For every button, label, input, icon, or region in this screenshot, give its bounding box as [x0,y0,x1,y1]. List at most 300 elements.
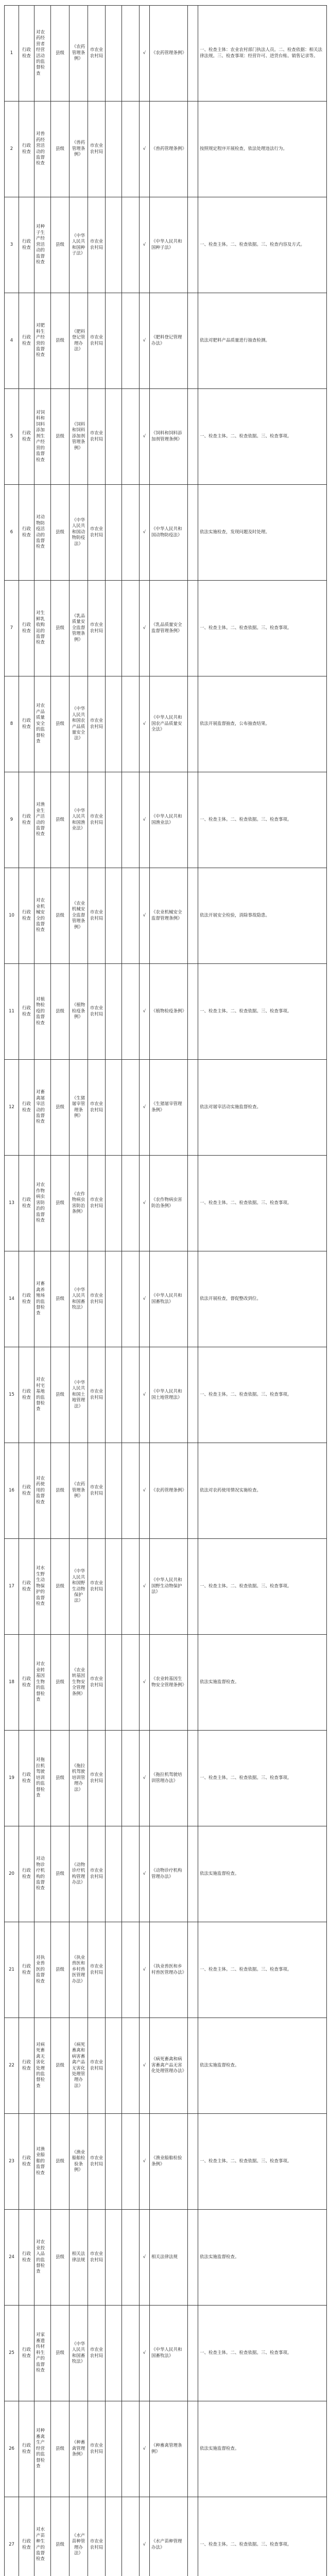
item-department: 市农业农村局 [88,197,106,293]
item-basis: 相关法律法规 [70,2210,88,2306]
item-basis: 《拖拉机驾驶培训管理办法》 [70,1731,88,1826]
table-row [5,485,327,581]
item-department: 市农业农村局 [88,389,106,485]
row-number: 12 [5,1060,19,1156]
item-rule: 一、检查主体：农业农村部门执法人员。二、检查依据：相关法律法规。三、检查事项：经营许可、进货台账、销售记录等。 [198,6,327,101]
item-rule: 依法对肥料产品质量进行抽查检测。 [198,293,327,389]
item-category [106,2497,122,2576]
item-flag: √ [140,1922,150,2018]
item-basis-detail: 《农药管理条例》 [150,6,188,101]
item-basis-detail: 《中华人民共和国畜牧法》 [150,1251,188,1347]
item-name: 对动物诊疗机构的监督检查 [34,1826,51,1922]
row-number: 21 [5,1922,19,2018]
item-flag: √ [140,772,150,868]
item-flag: √ [140,1731,150,1826]
table-row [5,1635,327,1731]
item-rule: 依法实施监督检查。 [198,1826,327,1922]
item-basis-detail: 《生猪屠宰管理条例》 [150,1060,188,1156]
item-level: 县级 [51,485,70,581]
item-flag: √ [140,868,150,964]
item-department: 市农业农村局 [88,676,106,772]
row-number: 24 [5,2210,19,2306]
item-extra [122,2497,140,2576]
item-flag-2 [188,1347,198,1443]
item-department: 市农业农村局 [88,2018,106,2114]
item-rule: 依法实施监督检查。 [198,1635,327,1731]
item-rule: 一、检查主体。二、检查依据。三、检查事项。 [198,772,327,868]
row-number: 22 [5,2018,19,2114]
row-number: 16 [5,1443,19,1539]
item-department: 市农业农村局 [88,485,106,581]
item-name: 对种子生产经营活动的监督检查 [34,197,51,293]
item-flag-2 [188,2018,198,2114]
item-basis: 《农业转基因生物安全管理条例》 [70,1635,88,1731]
item-category [106,1443,122,1539]
item-name: 对生鲜乳收购站的监督检查 [34,581,51,676]
item-name: 对畜禽屠宰活动的监督检查 [34,1060,51,1156]
row-number: 10 [5,868,19,964]
item-type: 行政检查 [19,2114,34,2210]
row-number: 6 [5,485,19,581]
item-category [106,2401,122,2497]
item-category [106,101,122,197]
item-basis: 《种畜禽管理条例》 [70,2401,88,2497]
item-basis: 《水产苗种管理办法》 [70,2497,88,2576]
table-row [5,772,327,868]
item-department: 市农业农村局 [88,1539,106,1635]
item-level: 县级 [51,581,70,676]
item-extra [122,1922,140,2018]
item-type: 行政检查 [19,2401,34,2497]
item-basis-detail: 《种畜禽管理条例》 [150,2401,188,2497]
row-number: 15 [5,1347,19,1443]
item-basis: 《动物诊疗机构管理办法》 [70,1826,88,1922]
item-level: 县级 [51,2018,70,2114]
item-type: 行政检查 [19,1060,34,1156]
row-number: 3 [5,197,19,293]
item-type: 行政检查 [19,1251,34,1347]
table-row [5,6,327,101]
item-type: 行政检查 [19,868,34,964]
item-category [106,1347,122,1443]
item-rule: 一、检查主体。二、检查依据。三、检查事项。 [198,1731,327,1826]
item-extra [122,1826,140,1922]
item-type: 行政检查 [19,1347,34,1443]
table-row [5,1731,327,1826]
item-level: 县级 [51,2210,70,2306]
item-department: 市农业农村局 [88,293,106,389]
item-level: 县级 [51,389,70,485]
item-flag: √ [140,1539,150,1635]
item-category [106,1826,122,1922]
item-flag: √ [140,2401,150,2497]
item-flag: √ [140,2018,150,2114]
item-type: 行政检查 [19,2497,34,2576]
item-basis: 《中华人民共和国土地管理法》 [70,1347,88,1443]
item-basis: 《中华人民共和国野生动物保护法》 [70,1539,88,1635]
table-row [5,1826,327,1922]
item-flag: √ [140,1251,150,1347]
item-name: 对渔业生产活动的监督检查 [34,772,51,868]
item-name: 对农村宅基地的监督检查 [34,1347,51,1443]
item-extra [122,6,140,101]
row-number: 25 [5,2306,19,2401]
item-extra [122,1731,140,1826]
item-name: 对家畜遗传材料生产的监督检查 [34,2306,51,2401]
item-type: 行政检查 [19,2306,34,2401]
item-department: 市农业农村局 [88,101,106,197]
item-name: 对农药使用的监督检查 [34,1443,51,1539]
table-row [5,1251,327,1347]
table-row [5,1443,327,1539]
item-type: 行政检查 [19,2210,34,2306]
item-category [106,964,122,1060]
item-basis: 《中华人民共和国农产品质量安全法》 [70,676,88,772]
item-basis-detail: 《中华人民共和国动物防疫法》 [150,485,188,581]
table-row [5,1347,327,1443]
item-level: 县级 [51,1156,70,1251]
item-department: 市农业农村局 [88,1443,106,1539]
item-flag-2 [188,676,198,772]
item-type: 行政检查 [19,101,34,197]
table-row [5,1156,327,1251]
item-name: 对种畜禽生产经营的监督检查 [34,2401,51,2497]
item-level: 县级 [51,2497,70,2576]
item-extra [122,1539,140,1635]
item-category [106,293,122,389]
item-basis-detail: 《农药管理条例》 [150,1443,188,1539]
table-row [5,101,327,197]
item-basis-detail: 《水产苗种管理办法》 [150,2497,188,2576]
item-type: 行政检查 [19,485,34,581]
table-row [5,964,327,1060]
item-extra [122,2210,140,2306]
row-number: 7 [5,581,19,676]
item-extra [122,101,140,197]
item-flag: √ [140,1347,150,1443]
item-flag-2 [188,389,198,485]
item-basis-detail: 《中华人民共和国土地管理法》 [150,1347,188,1443]
item-flag-2 [188,293,198,389]
item-flag-2 [188,581,198,676]
item-basis: 《中华人民共和国动物防疫法》 [70,485,88,581]
item-flag-2 [188,1922,198,2018]
item-category [106,581,122,676]
item-name: 对农作物病虫害防治的监督检查 [34,1156,51,1251]
item-department: 市农业农村局 [88,581,106,676]
item-extra [122,293,140,389]
item-basis: 《执业兽医和乡村兽医管理办法》 [70,1922,88,2018]
item-flag: √ [140,1635,150,1731]
item-flag: √ [140,2114,150,2210]
row-number: 11 [5,964,19,1060]
item-type: 行政检查 [19,581,34,676]
item-name: 对水生野生动物保护的监督检查 [34,1539,51,1635]
item-level: 县级 [51,964,70,1060]
item-type: 行政检查 [19,293,34,389]
item-level: 县级 [51,868,70,964]
row-number: 1 [5,6,19,101]
item-department: 市农业农村局 [88,2306,106,2401]
item-extra [122,581,140,676]
item-basis-detail: 相关法律法规 [150,2210,188,2306]
item-level: 县级 [51,1347,70,1443]
table-row [5,2306,327,2401]
item-basis-detail: 《中华人民共和国野生动物保护法》 [150,1539,188,1635]
item-flag-2 [188,868,198,964]
item-type: 行政检查 [19,1539,34,1635]
item-name: 对水产苗种生产的监督检查 [34,2497,51,2576]
item-department: 市农业农村局 [88,1251,106,1347]
item-name: 对病死畜禽无害化处理的监督检查 [34,2018,51,2114]
item-flag-2 [188,2306,198,2401]
table-row [5,197,327,293]
item-basis-detail: 《饲料和饲料添加剂管理条例》 [150,389,188,485]
item-level: 县级 [51,2306,70,2401]
item-flag: √ [140,101,150,197]
item-basis: 《乳品质量安全监督管理条例》 [70,581,88,676]
item-basis-detail: 《农业机械安全监督管理条例》 [150,868,188,964]
item-name: 对拖拉机驾驶培训的监督检查 [34,1731,51,1826]
table-row [5,293,327,389]
item-basis: 《中华人民共和国畜牧法》 [70,2306,88,2401]
item-rule: 依法实施监督检查。 [198,2401,327,2497]
item-extra [122,676,140,772]
item-category [106,1635,122,1731]
item-department: 市农业农村局 [88,868,106,964]
item-flag: √ [140,1443,150,1539]
item-extra [122,1443,140,1539]
item-rule: 一、检查主体。二、检查依据。三、检查事项。 [198,1156,327,1251]
item-rule: 一、检查主体。二、检查依据。三、检查事项。 [198,389,327,485]
item-flag: √ [140,6,150,101]
item-level: 县级 [51,1826,70,1922]
item-category [106,1251,122,1347]
table-row [5,1922,327,2018]
item-name: 对农业机械安全的监督检查 [34,868,51,964]
item-basis: 《生猪屠宰管理条例》 [70,1060,88,1156]
item-type: 行政检查 [19,197,34,293]
item-flag-2 [188,6,198,101]
item-flag-2 [188,1539,198,1635]
item-basis: 《农药管理条例》 [70,6,88,101]
item-flag: √ [140,964,150,1060]
table-row [5,2018,327,2114]
table-row [5,868,327,964]
item-basis: 《中华人民共和国种子法》 [70,197,88,293]
item-rule: 依法开展安全检验，消除事故隐患。 [198,868,327,964]
table-row [5,1539,327,1635]
item-extra [122,2114,140,2210]
item-flag: √ [140,581,150,676]
item-rule: 依法对屠宰活动实施监督检查。 [198,1060,327,1156]
item-department: 市农业农村局 [88,1347,106,1443]
item-type: 行政检查 [19,389,34,485]
item-name: 对渔业船舶的监督检查 [34,2114,51,2210]
item-basis-detail: 《动物诊疗机构管理办法》 [150,1826,188,1922]
item-rule: 依法开展检查，督促整改到位。 [198,1251,327,1347]
item-category [106,1922,122,2018]
item-rule: 依法对农药使用情况实施检查。 [198,1443,327,1539]
item-basis-detail: 《农作物病虫害防治条例》 [150,1156,188,1251]
item-department: 市农业农村局 [88,2210,106,2306]
item-category [106,2114,122,2210]
item-basis: 《兽药管理条例》 [70,101,88,197]
item-basis: 《植物检疫条例》 [70,964,88,1060]
item-rule: 依法实施检查，发现问题及时处理。 [198,485,327,581]
item-type: 行政检查 [19,2018,34,2114]
item-rule: 一、检查主体。二、检查依据。三、检查事项。 [198,1922,327,2018]
table-row [5,2114,327,2210]
item-rule: 一、检查主体。二、检查依据。三、检查内容及方式。 [198,197,327,293]
item-flag: √ [140,197,150,293]
item-category [106,772,122,868]
row-number: 2 [5,101,19,197]
item-extra [122,772,140,868]
item-level: 县级 [51,1731,70,1826]
table-row [5,2210,327,2306]
item-name: 对肥料生产经营的监督检查 [34,293,51,389]
item-flag-2 [188,964,198,1060]
item-basis: 《中华人民共和国渔业法》 [70,772,88,868]
item-basis: 《农药管理条例》 [70,1443,88,1539]
item-flag-2 [188,772,198,868]
item-flag: √ [140,1060,150,1156]
item-level: 县级 [51,1251,70,1347]
row-number: 9 [5,772,19,868]
item-category [106,1060,122,1156]
row-number: 5 [5,389,19,485]
item-extra [122,1251,140,1347]
item-level: 县级 [51,1443,70,1539]
table-row [5,676,327,772]
item-name: 对农药经营者经营活动的监督检查 [34,6,51,101]
item-basis-detail: 《中华人民共和国农产品质量安全法》 [150,676,188,772]
item-level: 县级 [51,1922,70,2018]
item-flag: √ [140,2210,150,2306]
item-extra [122,1347,140,1443]
item-basis-detail: 《中华人民共和国渔业法》 [150,772,188,868]
item-level: 县级 [51,6,70,101]
item-basis: 《饲料和饲料添加剂管理条例》 [70,389,88,485]
item-flag-2 [188,1635,198,1731]
item-category [106,2018,122,2114]
item-type: 行政检查 [19,676,34,772]
item-rule: 依法实施监督检查。 [198,2210,327,2306]
item-flag-2 [188,1060,198,1156]
item-type: 行政检查 [19,964,34,1060]
item-level: 县级 [51,293,70,389]
item-extra [122,964,140,1060]
item-department: 市农业农村局 [88,1635,106,1731]
item-basis: 《中华人民共和国畜牧法》 [70,1251,88,1347]
item-rule: 一、检查主体。二、检查依据。三、检查事项。 [198,2114,327,2210]
item-flag-2 [188,197,198,293]
item-level: 县级 [51,101,70,197]
item-extra [122,868,140,964]
item-department: 市农业农村局 [88,1156,106,1251]
item-name: 对植物检疫的监督检查 [34,964,51,1060]
item-extra [122,1635,140,1731]
item-name: 对畜禽养殖场的监督检查 [34,1251,51,1347]
item-category [106,485,122,581]
item-level: 县级 [51,1635,70,1731]
item-flag-2 [188,485,198,581]
row-number: 13 [5,1156,19,1251]
item-basis-detail: 《拖拉机驾驶培训管理办法》 [150,1731,188,1826]
item-basis-detail: 《农业转基因生物安全管理条例》 [150,1635,188,1731]
table-body [5,6,327,2576]
item-extra [122,2401,140,2497]
item-basis-detail: 《中华人民共和国种子法》 [150,197,188,293]
item-type: 行政检查 [19,772,34,868]
item-rule: 按照规定程序开展检查，依法处理违法行为。 [198,101,327,197]
row-number: 26 [5,2401,19,2497]
row-number: 20 [5,1826,19,1922]
row-number: 27 [5,2497,19,2576]
table-row [5,2401,327,2497]
item-department: 市农业农村局 [88,2401,106,2497]
item-flag-2 [188,1251,198,1347]
row-number: 18 [5,1635,19,1731]
item-name: 对饲料和饲料添加剂生产经营的监督检查 [34,389,51,485]
row-number: 19 [5,1731,19,1826]
item-level: 县级 [51,2401,70,2497]
item-department: 市农业农村局 [88,1731,106,1826]
item-department: 市农业农村局 [88,1826,106,1922]
item-department: 市农业农村局 [88,964,106,1060]
item-level: 县级 [51,1060,70,1156]
item-basis-detail: 《兽药管理条例》 [150,101,188,197]
item-level: 县级 [51,676,70,772]
item-name: 对农产品质量安全的监督检查 [34,676,51,772]
item-basis-detail: 《植物检疫条例》 [150,964,188,1060]
item-department: 市农业农村局 [88,2114,106,2210]
item-level: 县级 [51,197,70,293]
item-table [4,5,327,2576]
item-level: 县级 [51,1539,70,1635]
item-extra [122,1156,140,1251]
item-flag: √ [140,293,150,389]
item-category [106,1539,122,1635]
item-name: 对执业兽医的监督检查 [34,1922,51,2018]
item-flag: √ [140,2306,150,2401]
row-number: 23 [5,2114,19,2210]
item-category [106,389,122,485]
item-flag: √ [140,2497,150,2576]
item-rule: 一、检查主体。二、检查依据。三、检查事项。 [198,1539,327,1635]
table-row [5,1060,327,1156]
item-rule: 依法开展监督抽查，公布抽查结果。 [198,676,327,772]
item-rule: 一、检查主体。二、检查依据。三、检查事项。 [198,2306,327,2401]
item-basis: 《农作物病虫害防治条例》 [70,1156,88,1251]
item-basis-detail: 《执业兽医和乡村兽医管理办法》 [150,1922,188,2018]
item-level: 县级 [51,772,70,868]
table-row [5,389,327,485]
item-rule: 依法实施监督检查。 [198,2018,327,2114]
item-department: 市农业农村局 [88,772,106,868]
item-basis-detail: 《中华人民共和国畜牧法》 [150,2306,188,2401]
item-category [106,1731,122,1826]
item-basis: 《渔业船舶检验条例》 [70,2114,88,2210]
item-flag-2 [188,1826,198,1922]
item-basis: 《农业机械安全监督管理条例》 [70,868,88,964]
item-category [106,868,122,964]
item-flag: √ [140,676,150,772]
item-category [106,2210,122,2306]
item-type: 行政检查 [19,1731,34,1826]
item-flag-2 [188,1731,198,1826]
